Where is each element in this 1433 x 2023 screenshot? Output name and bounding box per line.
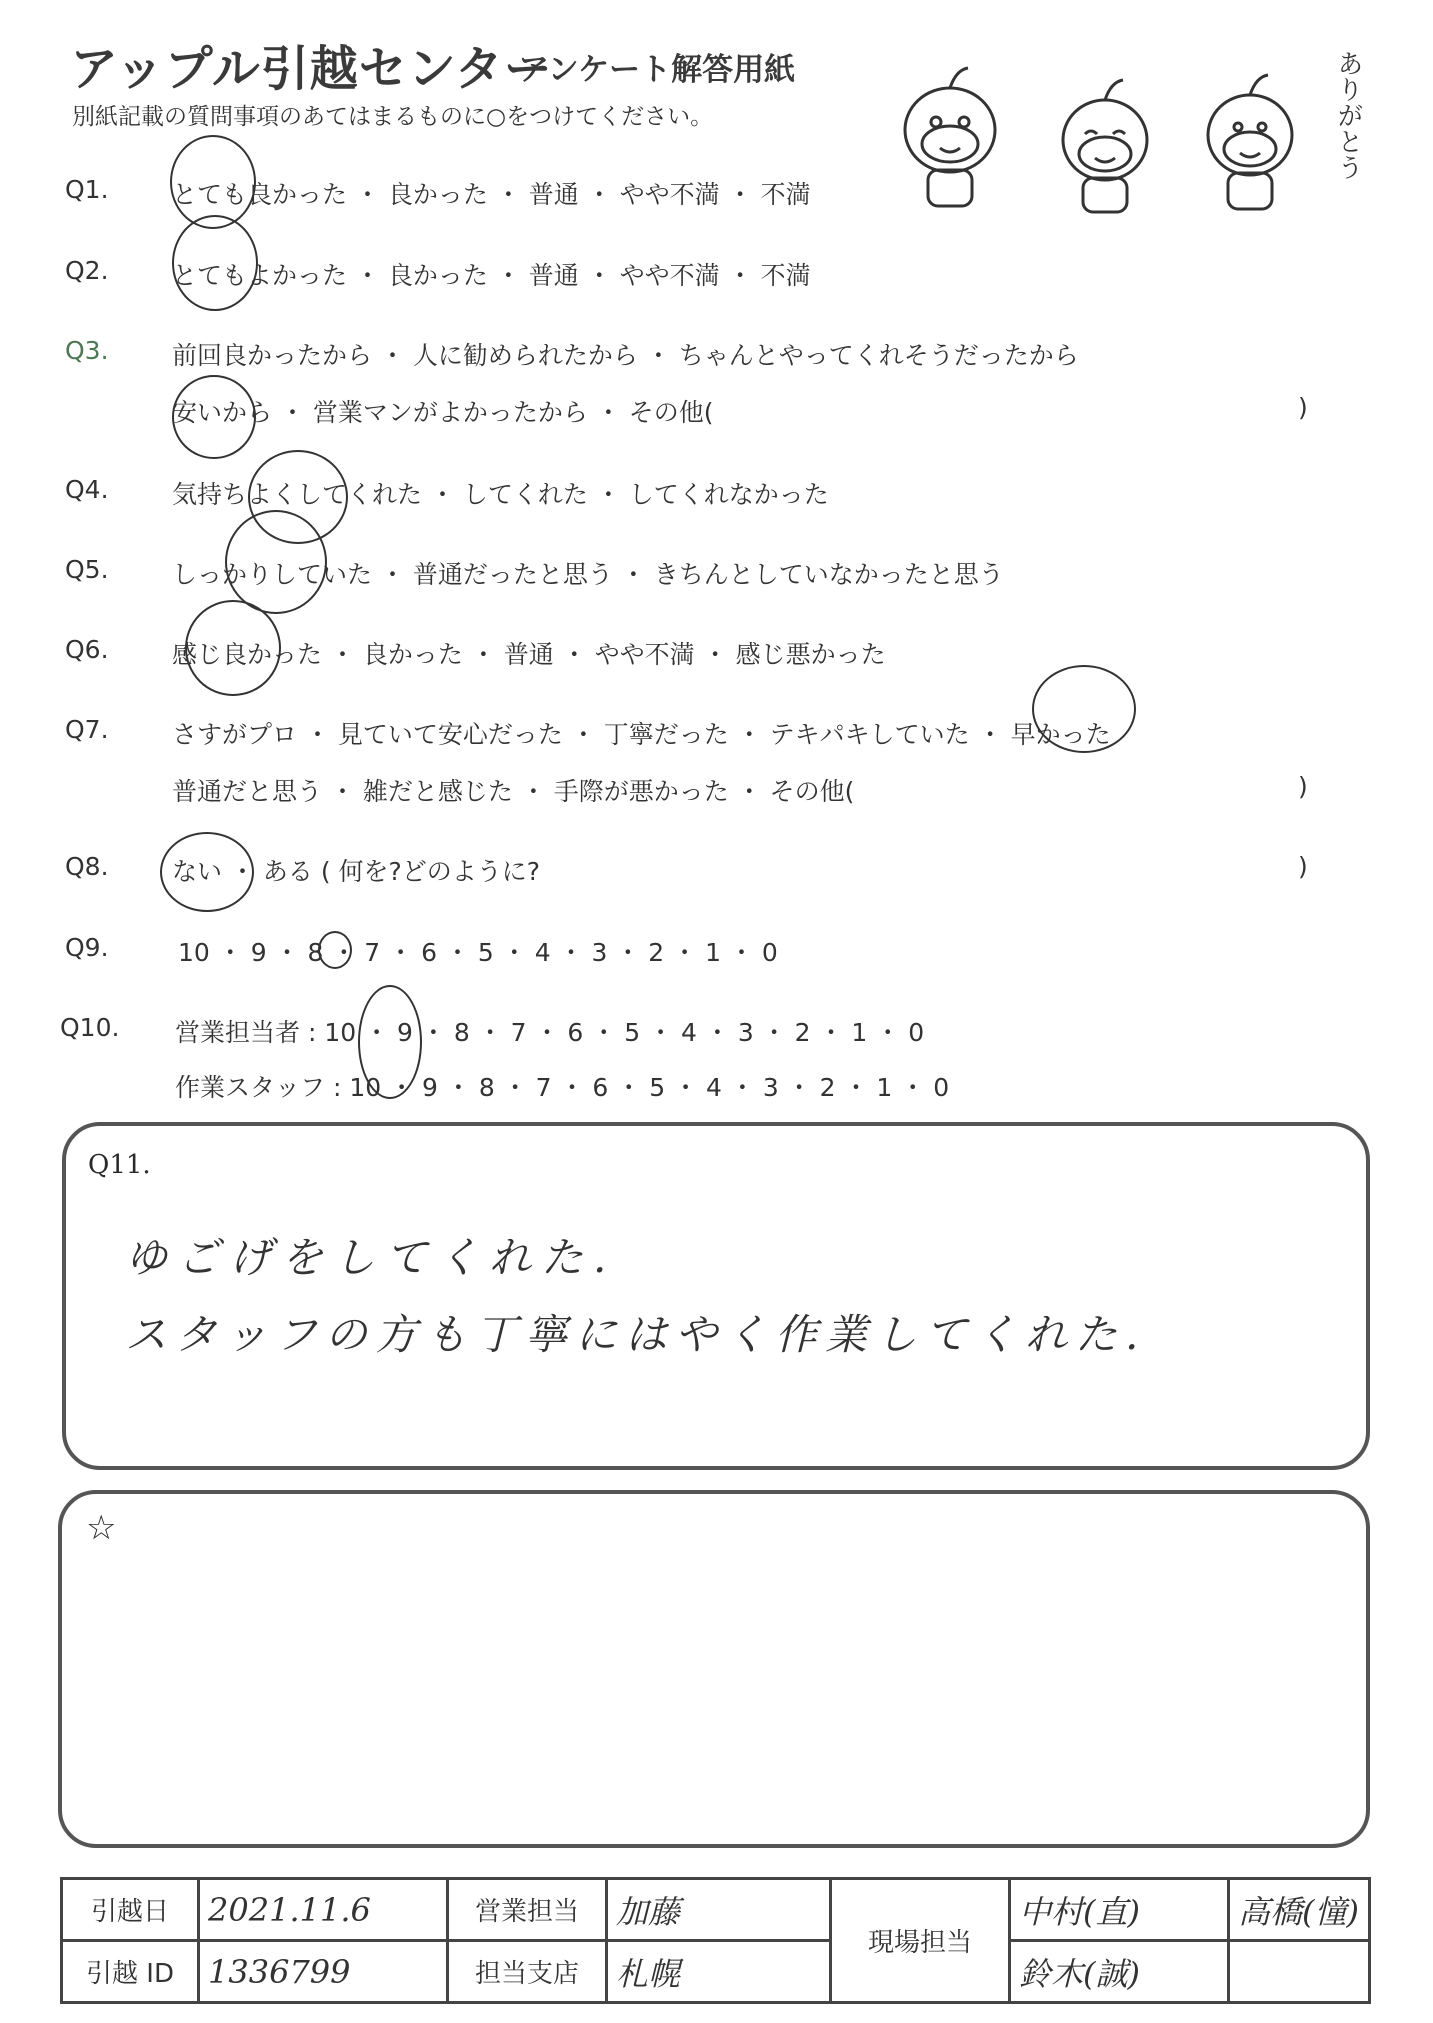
star-icon: ☆ xyxy=(86,1508,117,1548)
site-staff-2: 高橋(憧) xyxy=(1229,1879,1370,1941)
q11-answer-line2: スタッフの方も丁寧にはやく作業してくれた. xyxy=(125,1310,1147,1359)
move-id-label: 引越 ID xyxy=(62,1941,199,2003)
q8-options: ない ・ ある ( 何を?どのように? xyxy=(172,857,541,886)
q1-options: とても良かった ・ 良かった ・ 普通 ・ やや不満 ・ 不満 xyxy=(172,180,811,209)
q3-label: Q3. xyxy=(65,336,109,365)
q3-close-paren: ) xyxy=(1298,393,1308,422)
move-date-value: 2021.11.6 xyxy=(199,1879,448,1941)
answer-circle-q2 xyxy=(172,215,258,311)
q3-options-line1: 前回良かったから ・ 人に勧められたから ・ ちゃんとやってくれそうだったから xyxy=(172,341,1079,370)
answer-circle-q6 xyxy=(185,600,281,696)
branch-label: 担当支店 xyxy=(448,1941,607,2003)
branch-value: 札幌 xyxy=(607,1941,831,2003)
q10-label: Q10. xyxy=(60,1013,120,1042)
q6-options: 感じ良かった ・ 良かった ・ 普通 ・ やや不満 ・ 感じ悪かった xyxy=(172,640,886,669)
q6-label: Q6. xyxy=(65,635,109,664)
q10-sales-scale: 営業担当者 : 10 ・ 9 ・ 8 ・ 7 ・ 6 ・ 5 ・ 4 ・ 3 ・ 2 ・ 1 ・ 0 xyxy=(175,1018,925,1047)
answer-circle-q5 xyxy=(225,510,327,614)
answer-circle-q10 xyxy=(358,985,422,1099)
site-staff-3: 鈴木(誠) xyxy=(1010,1941,1229,2003)
q10-staff-scale: 作業スタッフ : 10 ・ 9 ・ 8 ・ 7 ・ 6 ・ 5 ・ 4 ・ 3 ・ 2 ・ 1 ・ 0 xyxy=(175,1073,950,1102)
q7-close-paren: ) xyxy=(1298,772,1308,801)
star-comment-box xyxy=(58,1490,1370,1848)
q4-options: 気持ちよくしてくれた ・ してくれた ・ してくれなかった xyxy=(172,480,829,509)
sales-rep-value: 加藤 xyxy=(607,1879,831,1941)
move-id-value: 1336799 xyxy=(199,1941,448,2003)
q5-label: Q5. xyxy=(65,555,109,584)
q8-label: Q8. xyxy=(65,852,109,881)
q11-answer-line1: ゆごげをしてくれた. xyxy=(125,1233,617,1282)
site-staff-1: 中村(直) xyxy=(1010,1879,1229,1941)
q11-label: Q11. xyxy=(88,1150,151,1180)
form-subtitle: アンケート解答用紙 xyxy=(518,52,796,88)
q2-label: Q2. xyxy=(65,256,109,285)
q4-label: Q4. xyxy=(65,475,109,504)
move-info-table xyxy=(60,1877,1371,2004)
mascot-illustration xyxy=(890,40,1360,220)
thanks-text: ありがとう xyxy=(1333,50,1363,180)
q8-close-paren: ) xyxy=(1298,852,1308,881)
q2-options: とてもよかった ・ 良かった ・ 普通 ・ やや不満 ・ 不満 xyxy=(172,261,811,290)
q7-label: Q7. xyxy=(65,715,109,744)
q7-options-line2: 普通だと思う ・ 雑だと感じた ・ 手際が悪かった ・ その他( xyxy=(172,777,855,806)
q3-options-line2: 安いから ・ 営業マンがよかったから ・ その他( xyxy=(172,398,714,427)
answer-circle-q8 xyxy=(160,832,254,912)
answer-circle-q7 xyxy=(1032,665,1136,753)
site-staff-4 xyxy=(1229,1941,1370,2003)
sales-rep-label: 営業担当 xyxy=(448,1879,607,1941)
company-title: アップル引越センター xyxy=(70,41,553,97)
q1-label: Q1. xyxy=(65,175,109,204)
q7-options-line1: さすがプロ ・ 見ていて安心だった ・ 丁寧だった ・ テキパキしていた ・ 早かった xyxy=(172,720,1111,749)
site-staff-label: 現場担当 xyxy=(831,1879,1010,2003)
answer-circle-q3 xyxy=(172,375,256,459)
q9-scale: 10 ・ 9 ・ 8 ・ 7 ・ 6 ・ 5 ・ 4 ・ 3 ・ 2 ・ 1 ・ 0 xyxy=(178,938,778,967)
q5-options: しっかりしていた ・ 普通だったと思う ・ きちんとしていなかったと思う xyxy=(172,560,1004,589)
q9-label: Q9. xyxy=(65,933,109,962)
answer-circle-q9 xyxy=(318,931,352,969)
move-date-label: 引越日 xyxy=(62,1879,199,1941)
instruction-text: 別紙記載の質問事項のあてはまるものに○をつけてください。 xyxy=(72,104,714,130)
q11-answer-box xyxy=(62,1122,1370,1470)
